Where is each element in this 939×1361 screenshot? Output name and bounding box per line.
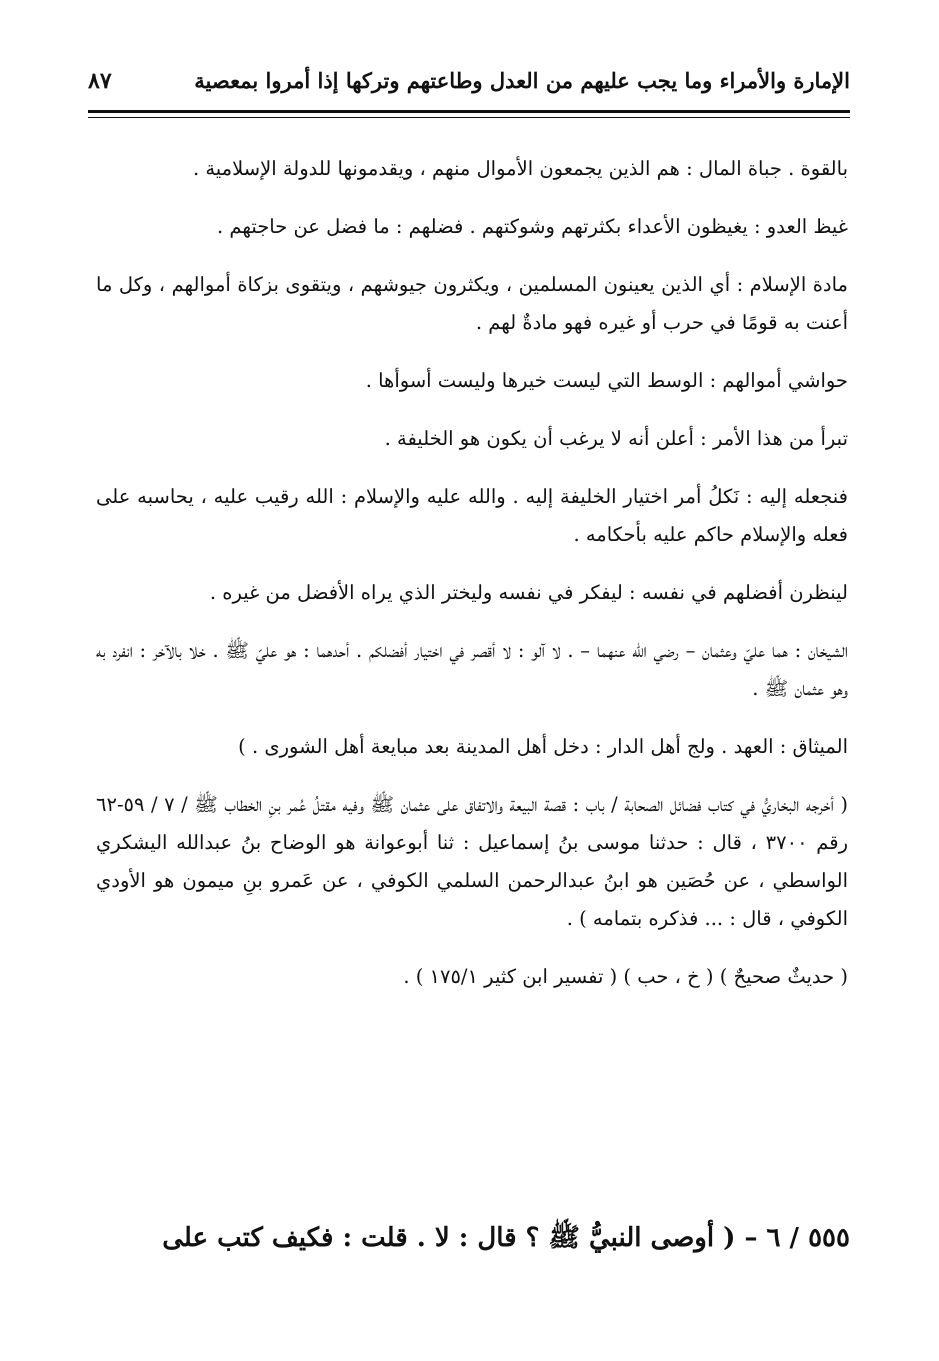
- hadith-heading: ٥٥٥ / ٦ – ( أوصى النبيُّ ﷺ ؟ قال : لا . قلت : فكيف كتب على: [162, 1223, 850, 1253]
- paragraph: الميثاق : العهد . ولج أهل الدار : دخل أهل المدينة بعد مبايعة أهل الشورى . ): [238, 735, 848, 758]
- paragraph: لينظرن أفضلهم في نفسه : ليفكر في نفسه وليختر الذي يراه الأفضل من غيره .: [209, 581, 848, 604]
- header-rule: [88, 110, 850, 113]
- chapter-title: الإمارة والأمراء وما يجب عليهم من العدل وطاعتهم وتركها إذا أمروا بمعصية: [194, 68, 850, 93]
- grading-paragraph: ( حديثٌ صحيحٌ ) ( خ ، حب ) ( تفسير ابن كثير ١٧٥/١ ) .: [403, 965, 848, 988]
- running-header: [88, 62, 850, 108]
- paragraph: تبرأ من هذا الأمر : أعلن أنه لا يرغب أن يكون هو الخليفة .: [384, 427, 848, 450]
- page-number: ٨٧: [88, 68, 112, 94]
- citation-paragraph: ( أخرجه البخاريُّ في كتاب فضائل الصحابة / باب : قصة البيعة والاتفاق على عثمان ﷺ وفيه مقتلُ عُمر بنِ الخطاب ﷺ / ٧ / ٥٩-٦٢ رقم ٣٧٠٠ ، قال : حدثنا موسى بنُ إسماعيل : ثنا أبوعوانة هو الوضاح بنُ عبدالله اليشكري الواسطي ، عن حُصَين هو ابنُ عبدالرحمن السلمي الكوفي ، عن عَمرو بنِ ميمون هو الأودي الكوفي ، قال : ... فذكره بتمامه ) .: [96, 793, 848, 930]
- paragraph: فنجعله إليه : نَكلُ أمر اختيار الخليفة إليه . والله عليه والإسلام : الله رقيب عليه ، يحاسبه على فعله والإسلام حاكم عليه بأحكامه .: [96, 485, 848, 546]
- paragraph: الشيخان : هما عليّ وعثمان – رضي الله عنهما – . لا آلو : لا أقصر في اختيار أفضلكم . أحدهما : هو عليّ ﷺ . خلا بالآخر : انفرد به وهو عثمان ﷺ .: [96, 639, 848, 700]
- paragraph: بالقوة . جباة المال : هم الذين يجمعون الأموال منهم ، ويقدمونها للدولة الإسلامية .: [192, 157, 848, 180]
- paragraph: غيظ العدو : يغيظون الأعداء بكثرتهم وشوكتهم . فضلهم : ما فضل عن حاجتهم .: [216, 215, 848, 238]
- paragraph: حواشي أموالهم : الوسط التي ليست خيرها وليست أسوأها .: [365, 369, 848, 392]
- body-text: [96, 150, 848, 1016]
- paragraph: مادة الإسلام : أي الذين يعينون المسلمين ، ويكثرون جيوشهم ، ويتقوى بزكاة أموالهم ، وكل ما أعنت به قومًا في حرب أو غيره فهو مادةٌ لهم .: [96, 273, 848, 334]
- header-rule-thin: [88, 117, 850, 118]
